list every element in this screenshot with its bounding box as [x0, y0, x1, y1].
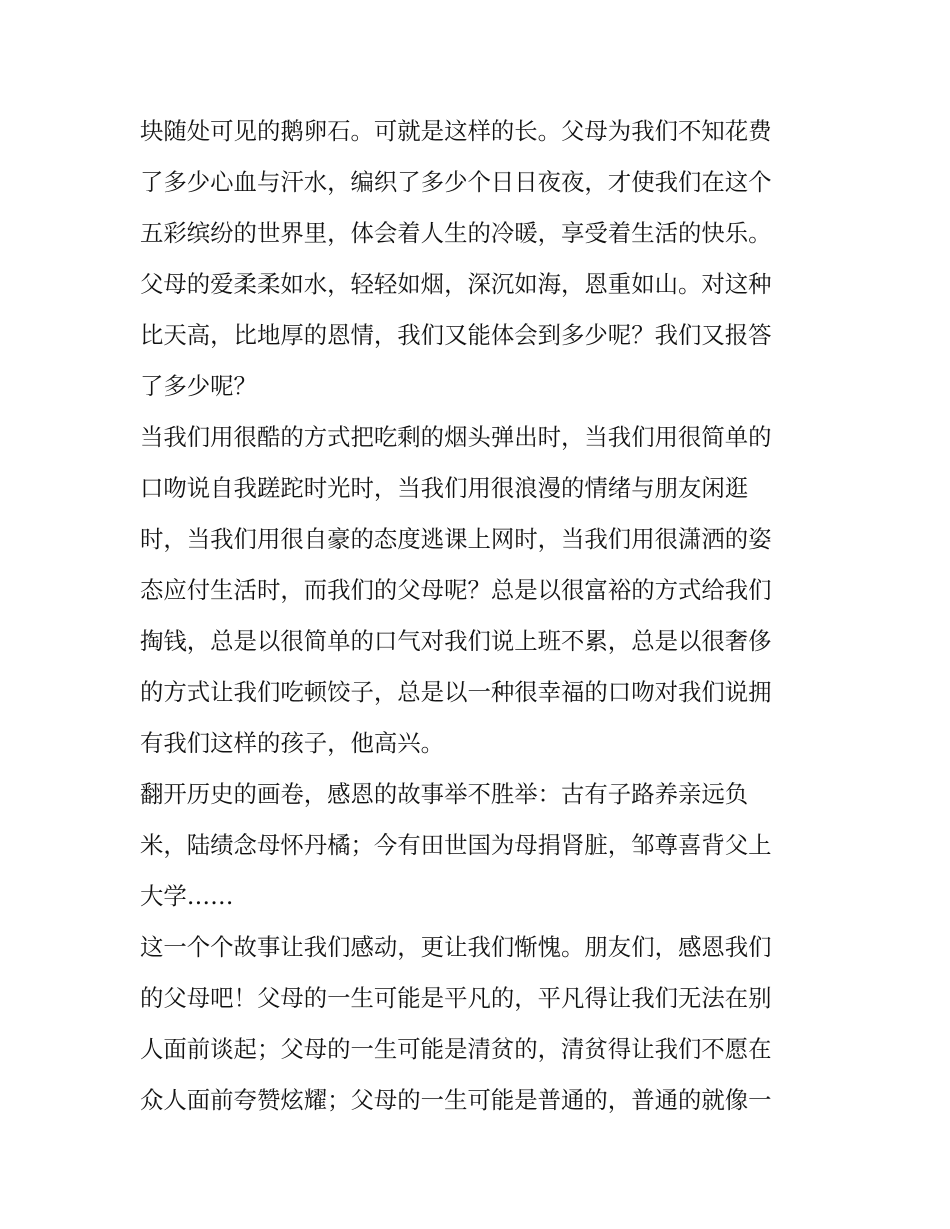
text-line: 口吻说自我蹉跎时光时，当我们用很浪漫的情绪与朋友闲逛 — [140, 474, 749, 502]
text-line: 米，陆绩念母怀丹橘；今有田世国为母捐肾脏，邹尊喜背父上 — [140, 831, 772, 859]
text-line: 了多少呢？ — [140, 372, 257, 400]
text-line: 人面前谈起；父母的一生可能是清贫的，清贫得让我们不愿在 — [140, 1035, 772, 1063]
text-line: 掏钱，总是以很简单的口气对我们说上班不累，总是以很奢侈 — [140, 627, 772, 655]
text-line: 父母的爱柔柔如水，轻轻如烟，深沉如海，恩重如山。对这种 — [140, 270, 772, 298]
text-line: 翻开历史的画卷，感恩的故事举不胜举：古有子路养亲远负 — [140, 780, 749, 808]
text-line: 五彩缤纷的世界里，体会着人生的冷暖，享受着生活的快乐。 — [140, 219, 772, 247]
text-line: 的方式让我们吃顿饺子，总是以一种很幸福的口吻对我们说拥 — [140, 678, 772, 706]
text-line: 大学…… — [140, 882, 234, 910]
text-line: 当我们用很酷的方式把吃剩的烟头弹出时，当我们用很简单的 — [140, 423, 772, 451]
text-line: 比天高，比地厚的恩情，我们又能体会到多少呢？我们又报答 — [140, 321, 772, 349]
text-line: 有我们这样的孩子，他高兴。 — [140, 729, 445, 757]
text-line: 了多少心血与汗水，编织了多少个日日夜夜，才使我们在这个 — [140, 168, 772, 196]
text-line: 这一个个故事让我们感动，更让我们惭愧。朋友们，感恩我们 — [140, 933, 772, 961]
text-line: 的父母吧！父母的一生可能是平凡的，平凡得让我们无法在别 — [140, 984, 772, 1012]
body-text — [140, 106, 812, 1126]
text-line: 态应付生活时，而我们的父母呢？总是以很富裕的方式给我们 — [140, 576, 772, 604]
text-line: 块随处可见的鹅卵石。可就是这样的长。父母为我们不知花费 — [140, 117, 772, 145]
text-line: 众人面前夸赞炫耀；父母的一生可能是普通的，普通的就像一 — [140, 1086, 772, 1114]
text-line: 时，当我们用很自豪的态度逃课上网时，当我们用很潇洒的姿 — [140, 525, 772, 553]
